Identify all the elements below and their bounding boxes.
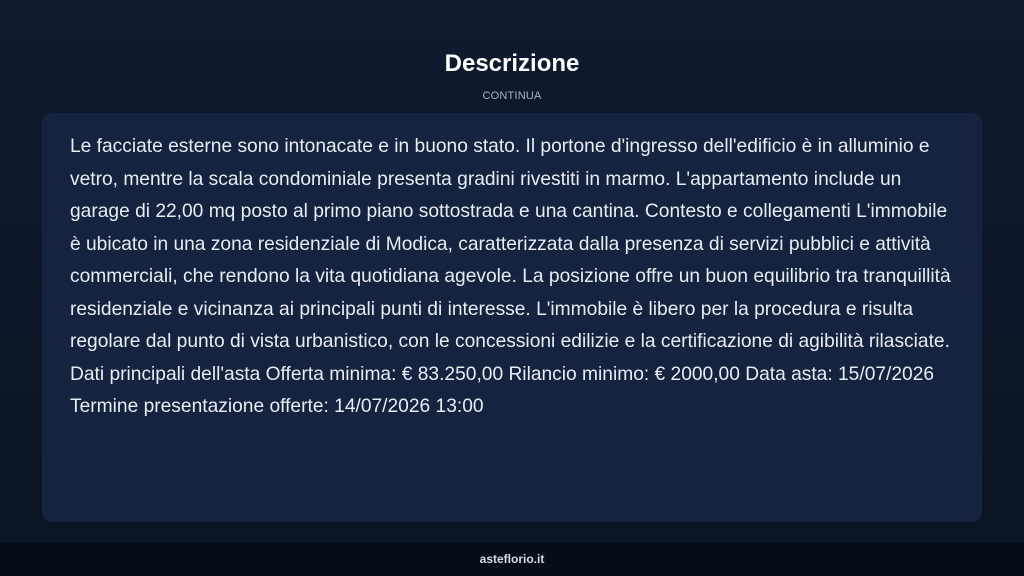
page-subtitle: CONTINUA [482,90,542,102]
description-card [42,113,982,522]
description-text: Le facciate esterne sono intonacate e in buono stato. Il portone d'ingresso dell'edificio è in alluminio e vetro, mentre la scala condominiale presenta gradini rivestiti in marmo. L'appartamento include un garage di 22,00 mq posto al primo piano sottostrada e una cantina. Contesto e collegamenti L'immobile è ubicato in una zona residenziale di Modica, caratterizzata dalla presenza di servizi pubblici e attività commerciali, che rendono la vita quotidiana agevole. La posizione offre un buon equilibrio tra tranquillità residenziale e vicinanza ai principali punti di interesse. L'immobile è libero per la procedura e risulta regolare dal punto di vista urbanistico, con le concessioni edilizie e la certificazione di agibilità rilasciate. Dati principali dell'asta Offerta minima: € 83.250,00 Rilancio minimo: € 2000,00 Data asta: 15/07/2026 Termine presentazione offerte: 14/07/2026 13:00 [70,136,951,417]
page-title: Descrizione [444,50,580,77]
footer-brand: asteflorio.it [479,552,545,566]
